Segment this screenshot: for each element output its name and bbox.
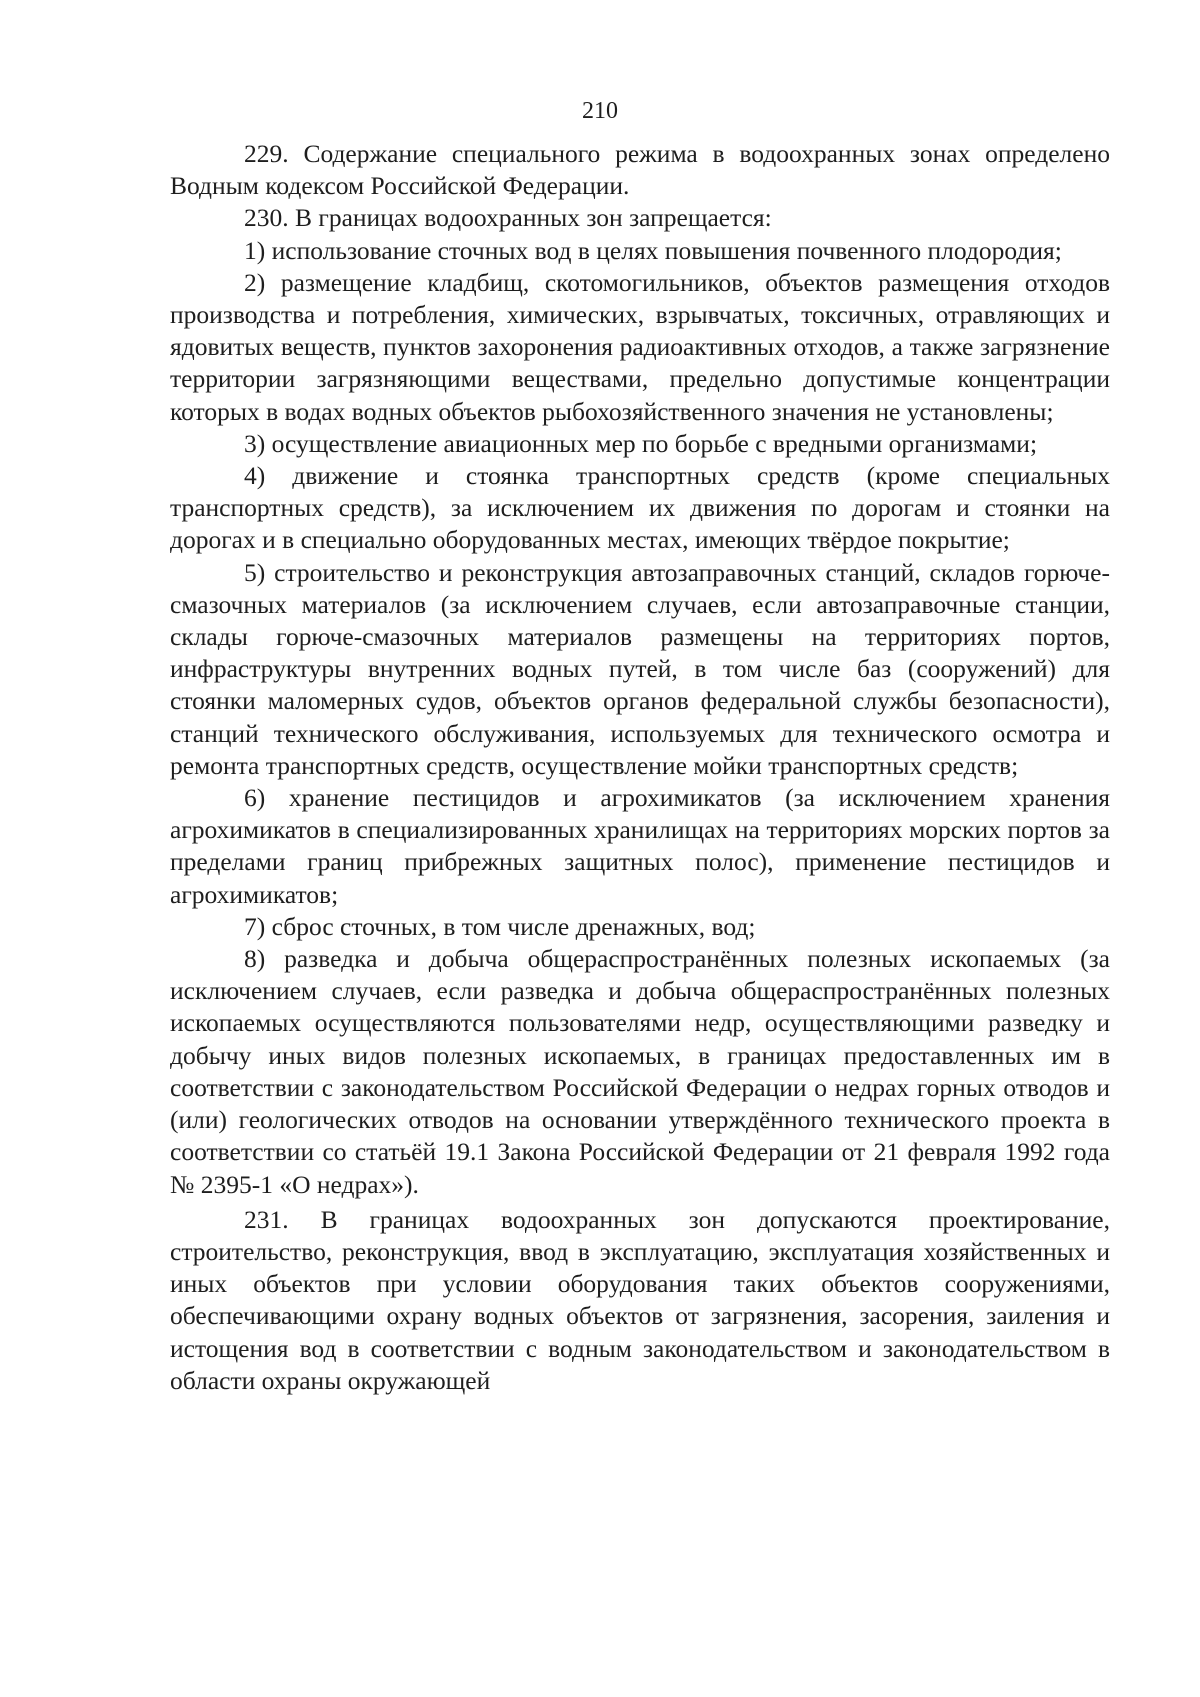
page-number: 210 — [582, 98, 618, 124]
list-item-2: 2) размещение кладбищ, скотомогильников, объектов размещения отходов производства и потребления, химических, взрывчатых, токсичных, отравляющих и ядовитых веществ, пунктов захоронения радиоактивных отходов, а также загрязнение территории загрязняющими веществами, предельно допустимые концентрации которых в водах водных объектов рыбохозяйственного значения не установлены; — [170, 267, 1110, 426]
list-item-4: 4) движение и стоянка транспортных средств (кроме специальных транспортных средств), за исключением их движения по дорогам и стоянки на дорогах и в специально оборудованных местах, имеющих твёрдое покрытие; — [170, 461, 1110, 555]
list-item-5: 5) строительство и реконструкция автозаправочных станций, складов горюче-смазочных материалов (за исключением случаев, если автозаправочные станции, склады горюче-смазочных материалов размещены на территориях портов, инфраструктуры внутренних водных путей, в том числе баз (сооружений) для стоянки маломерных судов, объектов органов федеральной службы безопасности), станций технического обслуживания, используемых для технического осмотра и ремонта транспортных средств, осуществление мойки транспортных средств; — [170, 557, 1110, 780]
list-item-1: 1) использование сточных вод в целях повышения почвенного плодородия; — [244, 235, 1062, 265]
list-item-7: 7) сброс сточных, в том числе дренажных, вод; — [244, 911, 756, 941]
list-item-6: 6) хранение пестицидов и агрохимикатов (за исключением хранения агрохимикатов в специализированных хранилищах на территориях морских портов за пределами границ прибрежных защитных полос), применение пестицидов и агрохимикатов; — [170, 783, 1110, 909]
paragraph-231: 231. В границах водоохранных зон допускаются проектирование, строительство, реконструкция, ввод в эксплуатацию, эксплуатация хозяйственных и иных объектов при условии оборудования таких объектов сооружениями, обеспечивающими охрану водных объектов от загрязнения, засорения, заиления и истощения вод в соответствии с водным законодательством и законодательством в области охраны окружающей — [170, 1204, 1110, 1395]
paragraph-230: 230. В границах водоохранных зон запрещается: — [244, 203, 772, 233]
list-item-8: 8) разведка и добыча общераспространённых полезных ископаемых (за исключением случаев, если разведка и добыча общераспространённых полезных ископаемых осуществляются пользователями недр, осуществляющими разведку и добычу иных видов полезных ископаемых, в границах предоставленных им в соответствии с законодательством Российской Федерации о недрах горных отводов и (или) геологических отводов на основании утверждённого технического проекта в соответствии со статьёй 19.1 Закона Российской Федерации от 21 февраля 1992 года № 2395-1 «О недрах»). — [170, 944, 1110, 1199]
document-body — [170, 138, 1110, 1397]
paragraph-229: 229. Содержание специального режима в водоохранных зонах определено Водным кодексом Российской Федерации. — [170, 139, 1110, 201]
list-item-3: 3) осуществление авиационных мер по борьбе с вредными организмами; — [244, 428, 1038, 458]
